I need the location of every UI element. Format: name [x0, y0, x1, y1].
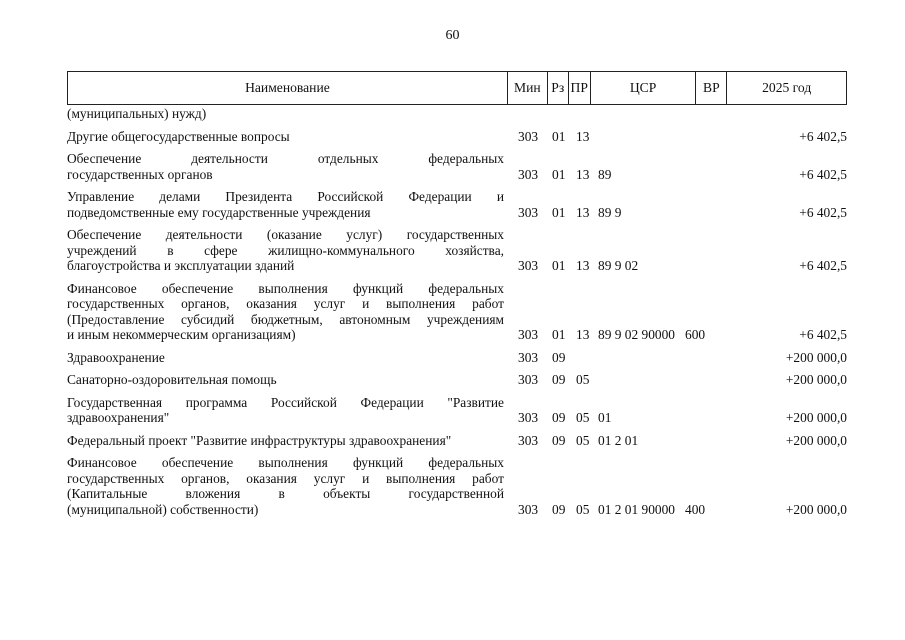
row-min: 303 [518, 372, 539, 387]
table-body [67, 106, 847, 524]
page-number: 60 [445, 28, 460, 43]
row-name-line: здравоохранения" [67, 410, 170, 425]
row-min: 303 [518, 501, 539, 517]
row-rz: 09 [552, 349, 566, 365]
row-name [67, 281, 504, 343]
row-name-line: (Предоставление субсидий бюджетным, автономным учреждениям [67, 311, 504, 327]
row-name-line: Обеспечение деятельности отдельных федеральных [67, 151, 504, 166]
row-rz: 01 [552, 327, 566, 342]
table-row [67, 350, 847, 366]
table-row [67, 129, 847, 145]
row-csr: 01 2 01 [598, 432, 639, 448]
row-sum: +6 402,5 [799, 258, 847, 273]
row-sum: +200 000,0 [785, 372, 847, 387]
row-name [67, 106, 504, 122]
table-row [67, 395, 847, 426]
row-name-line: Финансовое обеспечение выполнения функций федеральных [67, 455, 504, 470]
row-name-line: Санаторно-оздоровительная помощь [67, 372, 277, 387]
row-csr: 89 9 [598, 204, 622, 220]
row-pr: 13 [576, 128, 590, 144]
row-pr: 13 [576, 327, 590, 342]
row-name-line: (муниципальных) нужд) [67, 106, 207, 121]
row-name-line: Управление делами Президента Российской Федерации и [67, 189, 504, 204]
row-pr: 05 [576, 432, 590, 448]
row-min: 303 [518, 410, 539, 425]
row-name [67, 129, 504, 145]
row-csr: 01 [598, 410, 612, 425]
row-rz: 09 [552, 372, 566, 387]
row-min: 303 [518, 166, 539, 182]
row-min: 303 [518, 128, 539, 144]
row-name-line: (муниципальной) собственности) [67, 501, 259, 517]
row-name [67, 227, 504, 274]
row-sum: +200 000,0 [785, 432, 847, 448]
row-name-line: благоустройства и эксплуатации зданий [67, 258, 295, 273]
row-pr: 05 [576, 501, 590, 517]
row-min: 303 [518, 258, 539, 273]
header-pr: ПР [569, 72, 591, 104]
row-name [67, 151, 504, 182]
row-sum: +200 000,0 [785, 349, 847, 365]
row-rz: 01 [552, 166, 566, 182]
row-name-line: государственных органов, оказания услуг и выполнения работ [67, 296, 504, 311]
table-header [67, 71, 847, 105]
row-name-line: подведомственные ему государственные учреждения [67, 204, 371, 220]
row-name-line: Финансовое обеспечение выполнения функций федеральных [67, 280, 504, 296]
row-rz: 09 [552, 410, 566, 425]
table-row [67, 372, 847, 388]
row-name-line: Государственная программа Российской Федерации "Развитие [67, 394, 504, 410]
header-year: 2025 год [762, 80, 812, 95]
row-min: 303 [518, 204, 539, 220]
row-rz: 09 [552, 501, 566, 517]
row-rz: 01 [552, 204, 566, 220]
table-row [67, 151, 847, 182]
header-name: Наименование [68, 72, 508, 104]
row-sum: +6 402,5 [799, 128, 847, 144]
row-vr: 600 [685, 327, 706, 342]
row-sum: +200 000,0 [785, 410, 847, 425]
row-name [67, 455, 504, 517]
row-pr: 05 [576, 410, 590, 425]
row-rz: 01 [552, 258, 566, 273]
row-name-line: Обеспечение деятельности (оказание услуг) государственных [67, 227, 504, 242]
row-name-line: и иным некоммерческим организациям) [67, 327, 296, 342]
row-name-line: Федеральный проект "Развитие инфраструктуры здравоохранения" [67, 432, 452, 448]
row-name-line: (Капитальные вложения в объекты государственной [67, 486, 504, 501]
row-sum: +6 402,5 [799, 204, 847, 220]
row-name [67, 395, 504, 426]
header-vr: ВР [696, 72, 727, 104]
row-csr: 89 [598, 166, 612, 182]
row-sum: +6 402,5 [799, 327, 847, 342]
row-name [67, 433, 504, 449]
row-rz: 09 [552, 432, 566, 448]
header-rz: Рз [548, 72, 569, 104]
row-csr: 89 9 02 90000 [598, 327, 675, 342]
table-row [67, 227, 847, 274]
row-name [67, 189, 504, 220]
header-csr: ЦСР [591, 72, 697, 104]
row-vr: 400 [685, 501, 706, 517]
table-row [67, 281, 847, 343]
row-pr: 13 [576, 204, 590, 220]
row-csr: 89 9 02 [598, 258, 639, 273]
table-row [67, 455, 847, 517]
row-name-line: государственных органов [67, 166, 213, 182]
row-min: 303 [518, 349, 539, 365]
row-name [67, 372, 504, 388]
row-name [67, 350, 504, 366]
row-pr: 05 [576, 372, 590, 387]
table-row [67, 189, 847, 220]
row-name-line: учреждений в сфере жилищно-коммунального хозяйства, [67, 242, 504, 258]
row-name-line: Другие общегосударственные вопросы [67, 128, 290, 144]
table-row [67, 433, 847, 449]
row-sum: +200 000,0 [785, 501, 847, 517]
row-pr: 13 [576, 166, 590, 182]
row-sum: +6 402,5 [799, 166, 847, 182]
row-name-line: Здравоохранение [67, 349, 165, 365]
table-row [67, 106, 847, 122]
header-min: Мин [508, 72, 548, 104]
row-min: 303 [518, 432, 539, 448]
row-rz: 01 [552, 128, 566, 144]
row-min: 303 [518, 327, 539, 342]
row-pr: 13 [576, 258, 590, 273]
row-name-line: государственных органов, оказания услуг и выполнения работ [67, 470, 504, 486]
row-csr: 01 2 01 90000 [598, 501, 675, 517]
